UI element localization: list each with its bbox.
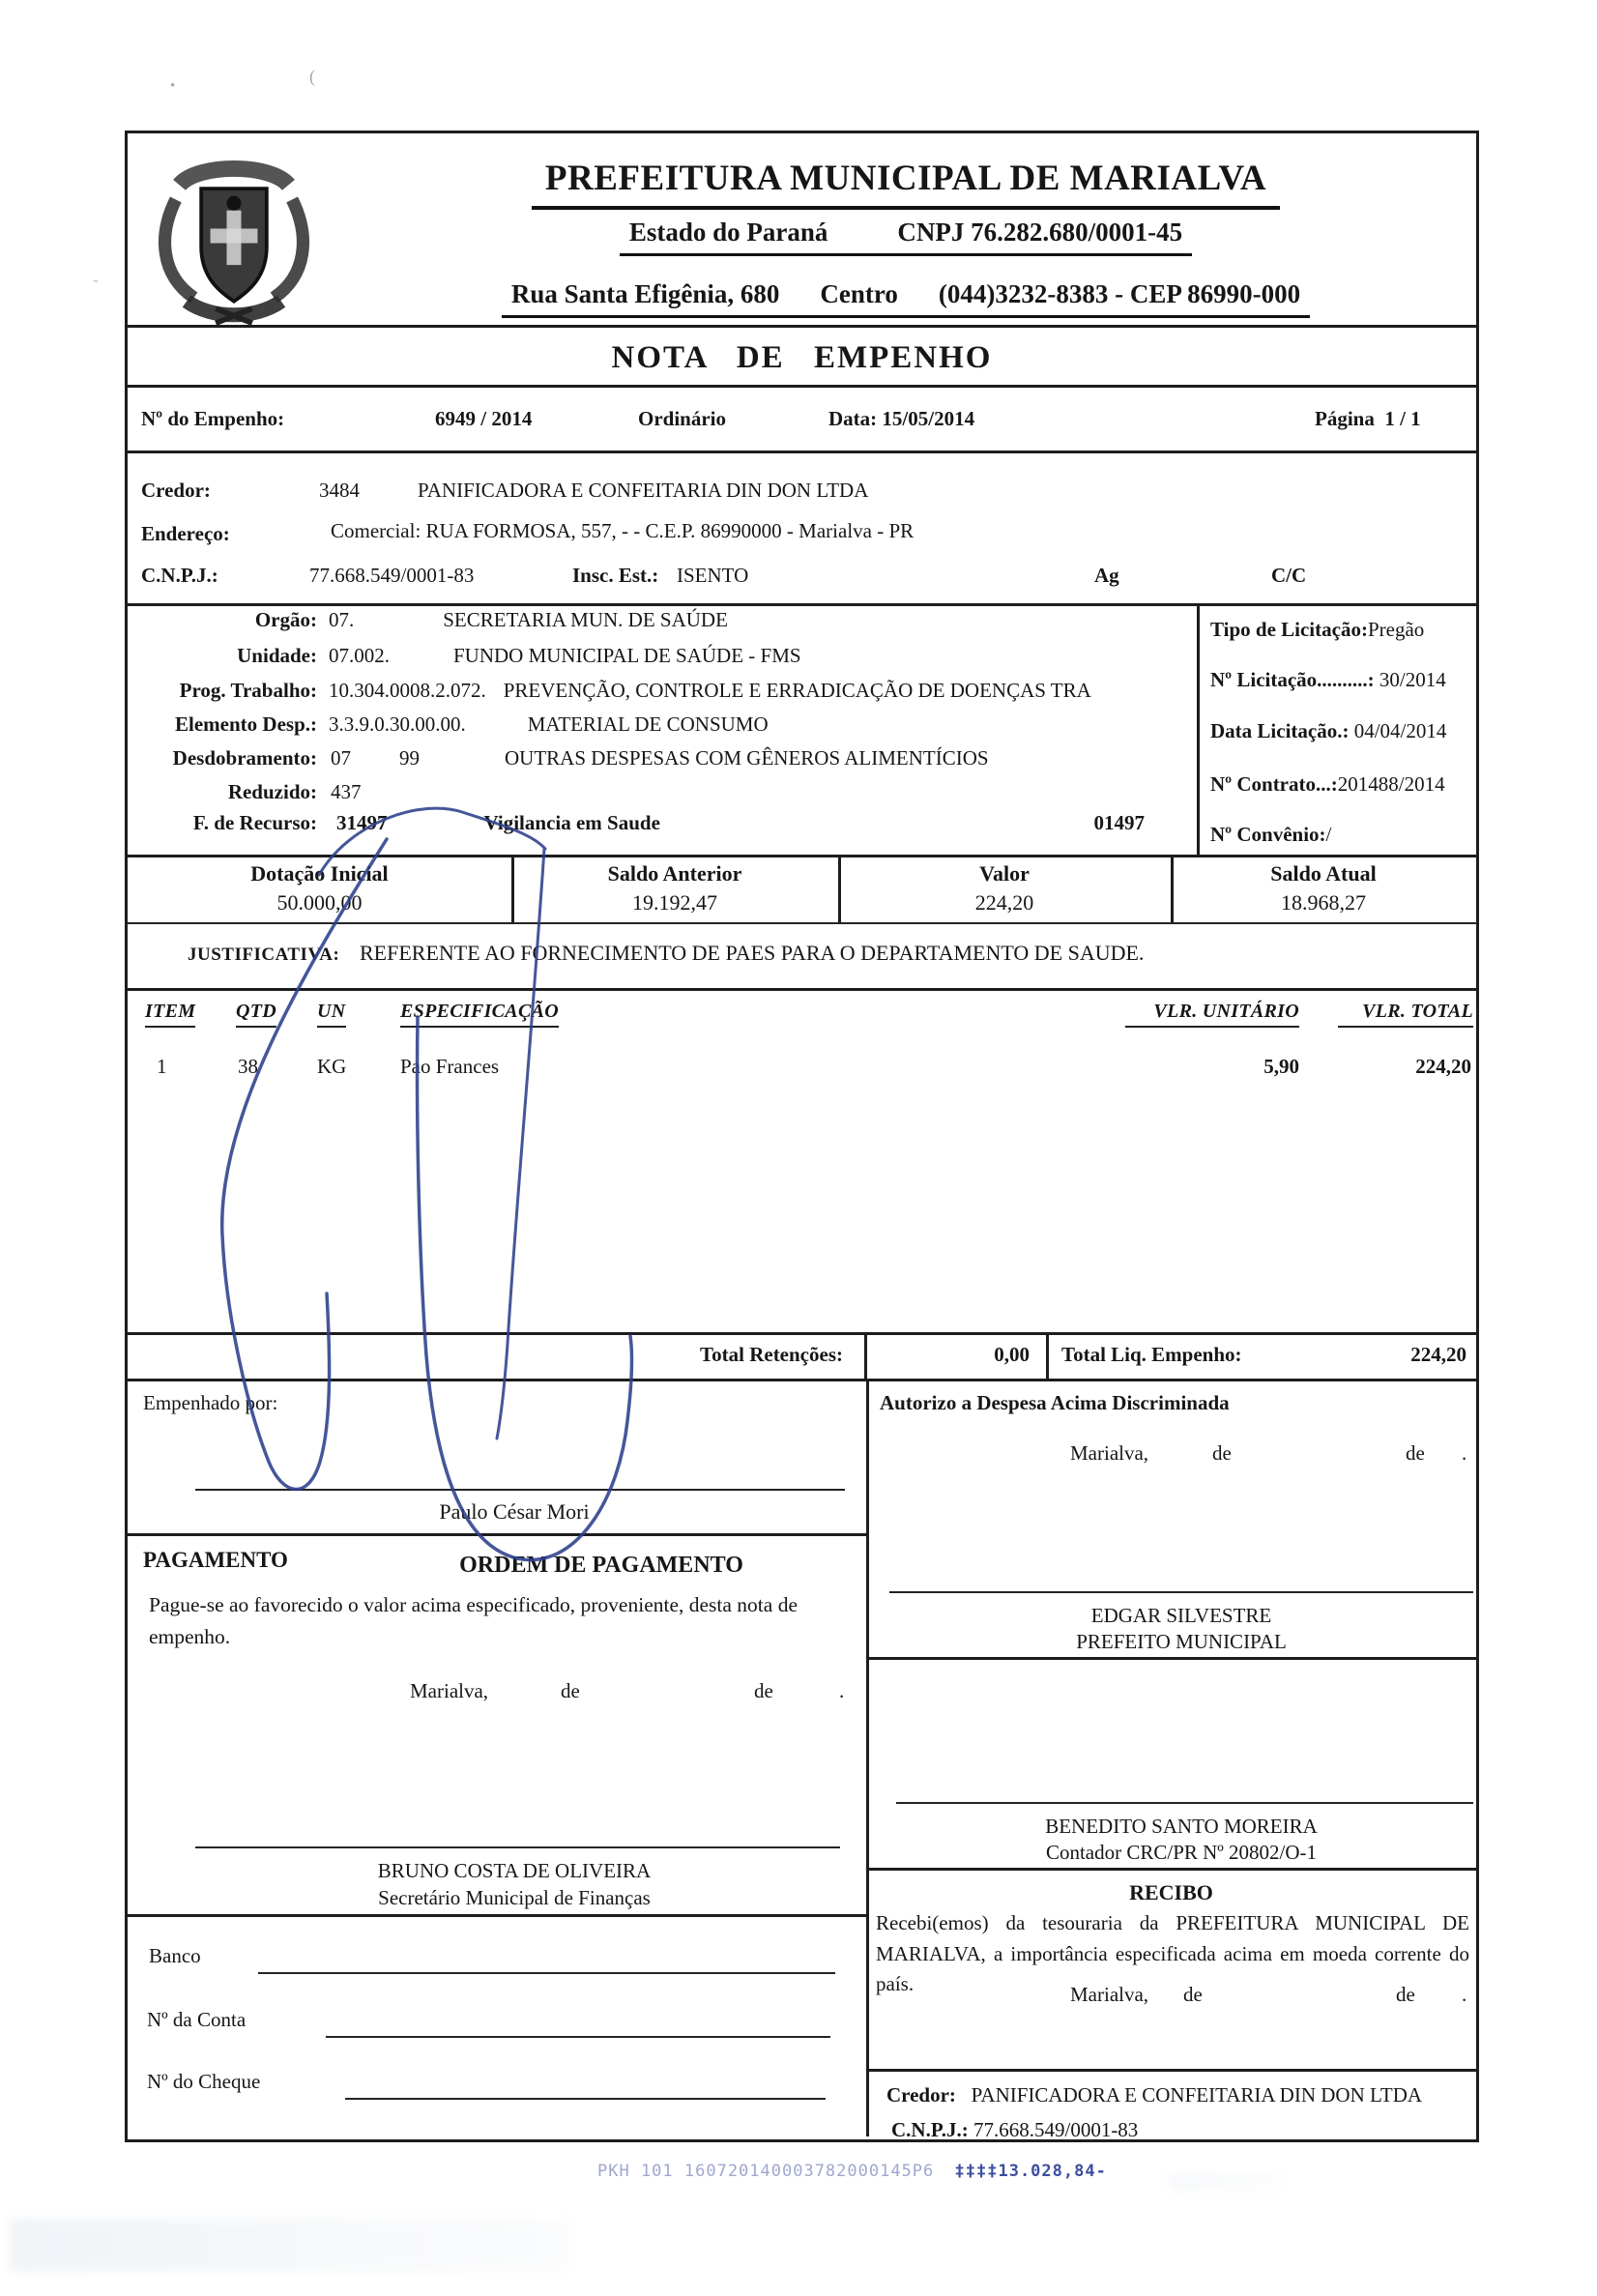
budget-row-recurso: F. de Recurso: 31497 Vigilancia em Saude (192, 811, 660, 834)
divider (866, 1868, 1476, 1871)
total-liq-value: 224,20 (1410, 1343, 1466, 1366)
budget-row-orgao: Orgão: 07. SECRETARIA MUN. DE SAÚDE (254, 608, 728, 631)
ordem-pagamento-text: Pague-se ao favorecido o valor acima especificado, proveniente, desta nota de empenho. (149, 1593, 798, 1649)
empenho-number-label: Nº do Empenho: (141, 407, 285, 430)
col-qtd: QTD (236, 1000, 276, 1028)
conta-line (326, 2036, 830, 2038)
divider (128, 922, 1476, 924)
dotmatrix-code: PKH 101 160720140003782000145P6 (597, 2162, 935, 2181)
signature-line (889, 1591, 1473, 1593)
budget-row-prog-trabalho: Prog. Trabalho: 10.304.0008.2.072. PREVENÇÃO, CONTROLE E ERRADICAÇÃO DE DOENÇAS TRA (179, 679, 1091, 702)
item-row-qtd: 38 (238, 1055, 258, 1078)
saldo-atual-label: Saldo Atual (1270, 861, 1377, 886)
contador-role: Contador CRC/PR Nº 20802/O-1 (1045, 1841, 1318, 1864)
divider (866, 2069, 1476, 2072)
divider (128, 1533, 866, 1536)
credor-label: Credor: (141, 479, 211, 502)
divider (1046, 1332, 1049, 1379)
valor-value: 224,20 (974, 890, 1034, 915)
scan-artifact: ( (309, 67, 315, 86)
col-vlr-unitario: VLR. UNITÁRIO (1125, 1000, 1299, 1028)
divider (128, 988, 1476, 991)
item-row-vlr-total: 224,20 (1415, 1055, 1471, 1078)
divider (128, 1332, 1476, 1335)
divider (864, 1332, 867, 1379)
empenho-data: Data: 15/05/2014 (828, 407, 975, 430)
estado-label: Estado do Paraná (628, 218, 828, 247)
num-licitacao: Nº Licitação..........: 30/2014 (1210, 668, 1446, 691)
credor-footer-row: Credor: PANIFICADORA E CONFEITARIA DIN DON LTDA (886, 2083, 1423, 2107)
divider (128, 450, 1476, 453)
item-row-num: 1 (157, 1055, 167, 1078)
divider (128, 385, 1476, 388)
total-retencoes-label: Total Retenções: (700, 1343, 843, 1366)
scan-artifact: - (93, 270, 99, 289)
cnpj-label: C.N.P.J.: (141, 564, 218, 587)
empenho-tipo: Ordinário (638, 407, 727, 430)
cc-label: C/C (1271, 564, 1307, 587)
header-line3 (350, 278, 1462, 318)
col-especificacao: ESPECIFICAÇÃO (400, 1000, 559, 1028)
endereco-label: Endereço: (141, 522, 230, 545)
num-contrato: Nº Contrato...:201488/2014 (1210, 772, 1445, 796)
scan-artifact-band (10, 2219, 570, 2272)
col-vlr-total: VLR. TOTAL (1338, 1000, 1473, 1028)
saldo-atual-value: 18.968,27 (1281, 890, 1366, 915)
item-row-vlr-unit: 5,90 (1263, 1055, 1299, 1078)
data-licitacao: Data Licitação.: 04/04/2014 (1210, 719, 1447, 742)
banco-label: Banco (149, 1944, 201, 1967)
secretario-name: BRUNO COSTA DE OLIVEIRA (377, 1859, 652, 1882)
prefeitura-title: PREFEITURA MUNICIPAL DE MARIALVA (532, 157, 1280, 210)
divider (128, 1914, 866, 1917)
pagina: Página 1 / 1 (1315, 407, 1421, 430)
secretario-role: Secretário Municipal de Finanças (378, 1886, 651, 1909)
conta-label: Nº da Conta (147, 2008, 247, 2031)
cnpj-value: 77.668.549/0001-83 (309, 564, 475, 587)
header-line2 (350, 217, 1462, 256)
signature-line (195, 1489, 845, 1491)
budget-row-unidade: Unidade: 07.002. FUNDO MUNICIPAL DE SAÚDE - FMS (237, 644, 801, 667)
recurso-extra-code: 01497 (1093, 811, 1145, 834)
empenho-number: 6949 / 2014 (435, 407, 533, 430)
empenhado-por-label: Empenhado por: (143, 1391, 278, 1414)
justificativa-text: REFERENTE AO FORNECIMENTO DE PAES PARA O DEPARTAMENTO DE SAUDE. (360, 941, 1145, 965)
recibo-title: RECIBO (1129, 1880, 1213, 1904)
item-row-espec: Pao Frances (400, 1055, 500, 1078)
recibo-text: Recebi(emos) da tesouraria da PREFEITURA MUNICIPAL DE MARIALVA, a importância especificada acima em moeda corrente do país. (876, 1911, 1469, 1995)
divider (866, 1657, 1476, 1660)
saldo-anterior-value: 19.192,47 (632, 890, 717, 915)
banco-line (258, 1972, 835, 1974)
total-liq-label: Total Liq. Empenho: (1061, 1343, 1242, 1366)
cheque-label: Nº do Cheque (147, 2070, 261, 2093)
insc-est-value: ISENTO (677, 564, 749, 587)
pagamento-title: PAGAMENTO (143, 1548, 288, 1572)
divider (128, 325, 1476, 328)
prefeito-name: EDGAR SILVESTRE (1090, 1604, 1272, 1627)
insc-est-label: Insc. Est.: (572, 564, 659, 587)
contador-name: BENEDITO SANTO MOREIRA (1045, 1815, 1318, 1838)
empenhado-signatory-name: Paulo César Mori (439, 1499, 590, 1524)
divider (1197, 603, 1200, 855)
budget-row-reduzido: Reduzido: 437 (227, 780, 362, 803)
signature-line (195, 1846, 840, 1848)
total-retencoes-value: 0,00 (994, 1343, 1030, 1366)
bairro: Centro (820, 279, 898, 308)
credor-name: PANIFICADORA E CONFEITARIA DIN DON LTDA (418, 479, 869, 502)
dotmatrix-amount: ‡‡‡‡13.028,84- (954, 2162, 1107, 2181)
doc-title: NOTA DE EMPENHO (611, 340, 993, 375)
prefeito-role: PREFEITO MUNICIPAL (1076, 1630, 1287, 1653)
header-title-row (350, 157, 1462, 210)
justificativa-label: JUSTIFICATIVA: (188, 945, 340, 965)
dotacao-inicial-value: 50.000,00 (276, 890, 363, 915)
cheque-line (345, 2098, 826, 2100)
tipo-licitacao: Tipo de Licitação:Pregão (1210, 618, 1425, 641)
divider (128, 1379, 1476, 1381)
divider (128, 855, 1476, 857)
ordem-pagamento-title: ORDEM DE PAGAMENTO (459, 1553, 743, 1578)
col-un: UN (317, 1000, 346, 1028)
signature-line (896, 1802, 1473, 1804)
dotmatrix-footer (597, 2162, 1107, 2182)
col-item: ITEM (145, 1000, 195, 1028)
header-line2-underline (620, 217, 1192, 256)
dotacao-inicial-label: Dotação Inicial (250, 861, 389, 886)
valor-label: Valor (979, 861, 1030, 886)
header-line3-underline (502, 278, 1310, 318)
cnpj-prefeitura: CNPJ 76.282.680/0001-45 (897, 218, 1183, 247)
divider (128, 603, 1476, 606)
saldo-anterior-label: Saldo Anterior (607, 861, 742, 886)
scan-artifact: • (170, 78, 176, 94)
autorizo-title: Autorizo a Despesa Acima Discriminada (880, 1391, 1230, 1414)
divider (866, 1379, 869, 2136)
ag-label: Ag (1094, 564, 1119, 587)
document-frame: PREFEITURA MUNICIPAL DE MARIALVA Estado do Paraná CNPJ 76.282.680/0001-45 Rua Santa Efigênia, 680 Centro (044)3232-8383 - CEP 86990-000 NOTA DE EMPENHO Nº do Empenho: 6949 / 2014 Ordinário Data: 15/05/2014 Página 1 / 1 Credor: 3484 PANIFICADORA E CONFEITARIA DIN DON LTDA Endereço: Comercial: RUA FORMOSA, 557, - - C.E.P. 86990000 - Marialva - PR C.N.P.J.: 77.668.549/0001-83 Insc. Est.: ISENTO Ag C/C Orgão: 07. SECRETARIA MUN. DE SAÚDE Unidade: 07.002. FUNDO MUNICIPAL DE SAÚDE - FMS Prog. Trabalho: 10.304.0008.2.072. PREVENÇÃO, CONTROLE E ERRADICAÇÃO DE DOENÇAS TRA Elemento Desp.: 3.3.9.0.30.00.00. MATERIAL DE CONSUMO Desdobramento: 07 99 OUTRAS DESPESAS COM GÊNEROS ALIMENTÍCIOS Reduzido: 437 F. de Recurso: 31497 Vigilancia em Saude 01497 Tipo de Licitação:Pregão Nº Licitação..........: 30/2014 Data Licitação.: 04/04/2014 Nº Contrato...:201488/2014 Nº Convênio:/ Dotação Inicial 50.000,00 Saldo Anterior 19.192,47 Valor 224,20 Saldo Atual 18.968,27 JUSTIFICATIVA: REFERENTE AO FORNECIMENTO DE PAES PARA O DEPARTAMENTO DE SAUDE. ITEM QTD UN ESPECIFICAÇÃO VLR. UNITÁRIO VLR. TOTAL 1 38 KG Pao Frances 5,90 224,20 Total Retenções: 0,00 Total Liq. Empenho: 224,20 Empenhado por: Paulo César Mori PAGAMENTO ORDEM DE PAGAMENTO Pague-se ao favorecido o valor acima especificado, proveniente, desta nota de empenho. Marialva, de de . BRUNO COSTA DE OLIVEIRA Secretário Municipal de Finanças Banco Nº da Conta Nº do Cheque Autorizo a Despesa Acima Discriminada Marialva, de de . EDGAR SILVESTRE PREFEITO MUNICIPAL BENEDITO SANTO MOREIRA Contador CRC/PR Nº 20802/O-1 RECIBO Recebi(emos) da tesouraria da PREFEITURA MUNICIPAL DE MARIALVA, a importância especificada acima em moeda corrente do país. Marialva, de de . Credor: PANIFICADORA E CONFEITARIA DIN DON LTDA C.N.P.J.: 77.668.549/0001-83 (125, 131, 1479, 2142)
credor-code: 3484 (319, 479, 360, 502)
endereco-prefeitura: Rua Santa Efigênia, 680 (510, 279, 780, 308)
endereco-value: Comercial: RUA FORMOSA, 557, - - C.E.P. 86990000 - Marialva - PR (331, 519, 915, 542)
budget-row-desdobramento: Desdobramento: 07 99 OUTRAS DESPESAS COM GÊNEROS ALIMENTÍCIOS (172, 746, 989, 770)
scan-smudge (1170, 2173, 1286, 2191)
budget-row-elemento: Elemento Desp.: 3.3.9.0.30.00.00. MATERIAL DE CONSUMO (175, 712, 769, 736)
num-convenio: Nº Convênio:/ (1210, 823, 1332, 846)
credor-footer-cnpj: C.N.P.J.: 77.668.549/0001-83 (891, 2118, 1139, 2141)
item-row-un: KG (317, 1055, 347, 1078)
fone-cep: (044)3232-8383 - CEP 86990-000 (938, 279, 1301, 308)
municipal-coat-of-arms (143, 145, 325, 327)
